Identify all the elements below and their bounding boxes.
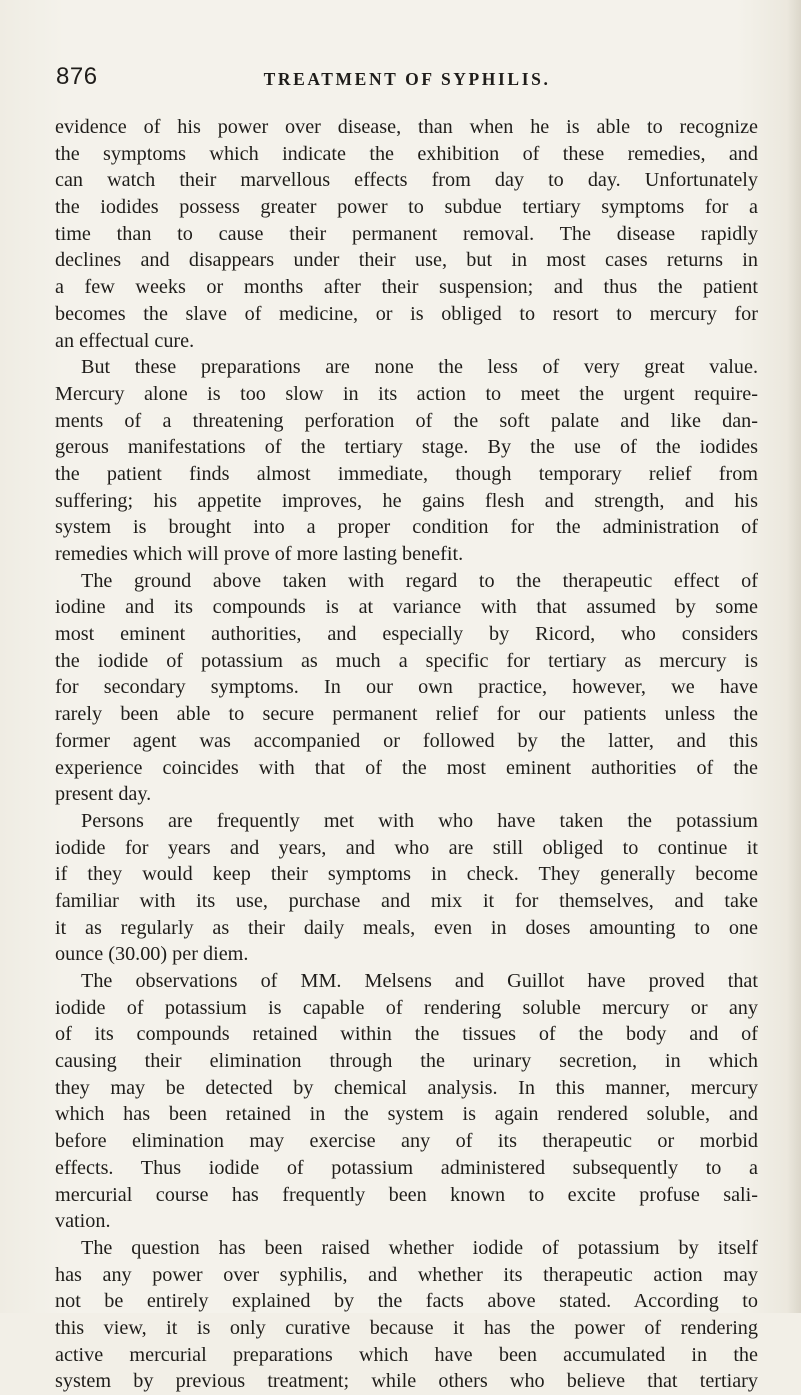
text-line: rarely been able to secure permanent relief for our patients unless the: [55, 703, 758, 726]
text-line: present day.: [55, 783, 152, 806]
text-line: effects. Thus iodide of potassium administered subsequently to a: [55, 1156, 758, 1179]
text-line: Persons are frequently met with who have taken the potassium: [81, 809, 758, 832]
text-line: evidence of his power over disease, than when he is able to recognize: [55, 116, 758, 138]
text-line: vation.: [55, 1210, 111, 1233]
text-line: system by previous treatment; while others who believe that tertiary: [55, 1370, 758, 1393]
text-line: remedies which will prove of more lasting benefit.: [55, 543, 464, 565]
text-line: mercurial course has frequently been known to excite profuse sali-: [55, 1183, 758, 1206]
text-line: familiar with its use, purchase and mix it for themselves, and take: [55, 889, 758, 912]
text-line: the iodide of potassium as much a specific for tertiary as mercury is: [55, 649, 758, 672]
page-edge-shadow: [787, 0, 801, 1313]
text-line: can watch their marvellous effects from day to day. Unfortunately: [55, 169, 758, 192]
text-line: if they would keep their symptoms in check. They generally become: [55, 863, 758, 886]
text-line: system is brought into a proper condition for the administration of: [55, 516, 758, 539]
text-line: an effectual cure.: [55, 329, 195, 352]
text-line: for secondary symptoms. In our own practice, however, we have: [55, 676, 758, 699]
body-text: [55, 114, 758, 1395]
text-line: declines and disappears under their use, but in most cases returns in: [55, 249, 758, 272]
text-line: former agent was accompanied or followed by the latter, and this: [55, 729, 758, 752]
text-line: the symptoms which indicate the exhibition of these remedies, and: [55, 142, 758, 165]
text-line: the iodides possess greater power to subdue tertiary symptoms for a: [55, 196, 758, 219]
text-line: most eminent authorities, and especially by Ricord, who considers: [55, 623, 758, 646]
text-line: becomes the slave of medicine, or is obliged to resort to mercury for: [55, 302, 758, 325]
text-line: But these preparations are none the less of very great value.: [81, 356, 758, 379]
text-line: of its compounds retained within the tissues of the body and of: [55, 1023, 758, 1046]
text-line: a few weeks or months after their suspension; and thus the patient: [55, 276, 758, 299]
text-line: the patient finds almost immediate, though temporary relief from: [55, 462, 758, 485]
running-head: [56, 60, 758, 94]
text-line: ments of a threatening perforation of the soft palate and like dan-: [55, 409, 758, 432]
text-line: causing their elimination through the urinary secretion, in which: [55, 1050, 758, 1073]
text-line: time than to cause their permanent removal. The disease rapidly: [55, 222, 758, 245]
text-line: Mercury alone is too slow in its action to meet the urgent require-: [55, 382, 758, 405]
text-line: has any power over syphilis, and whether its therapeutic action may: [55, 1263, 758, 1286]
text-line: which has been retained in the system is again rendered soluble, and: [55, 1103, 758, 1126]
running-title: TREATMENT OF SYPHILIS.: [263, 69, 551, 89]
text-line: iodide of potassium is capable of rendering soluble mercury or any: [55, 996, 758, 1019]
text-line: gerous manifestations of the tertiary stage. By the use of the iodides: [55, 436, 758, 459]
text-line: experience coincides with that of the most eminent authorities of the: [55, 756, 758, 779]
text-line: iodine and its compounds is at variance with that assumed by some: [55, 596, 758, 619]
text-line: before elimination may exercise any of its therapeutic or morbid: [55, 1130, 758, 1153]
text-line: not be entirely explained by the facts above stated. According to: [55, 1290, 758, 1313]
text-line: active mercurial preparations which have been accumulated in the: [55, 1343, 758, 1366]
text-line: it as regularly as their daily meals, even in doses amounting to one: [55, 916, 758, 939]
text-line: this view, it is only curative because it has the power of rendering: [55, 1316, 758, 1339]
text-line: The ground above taken with regard to the therapeutic effect of: [81, 569, 758, 592]
text-line: The question has been raised whether iodide of potassium by itself: [81, 1236, 758, 1259]
text-line: The observations of MM. Melsens and Guillot have proved that: [81, 970, 758, 992]
page-number: 876: [56, 63, 98, 90]
text-line: iodide for years and years, and who are still obliged to continue it: [55, 836, 758, 859]
text-line: ounce (30.00) per diem.: [55, 943, 249, 966]
text-line: suffering; his appetite improves, he gains flesh and strength, and his: [55, 489, 758, 512]
text-line: they may be detected by chemical analysis. In this manner, mercury: [55, 1076, 758, 1099]
